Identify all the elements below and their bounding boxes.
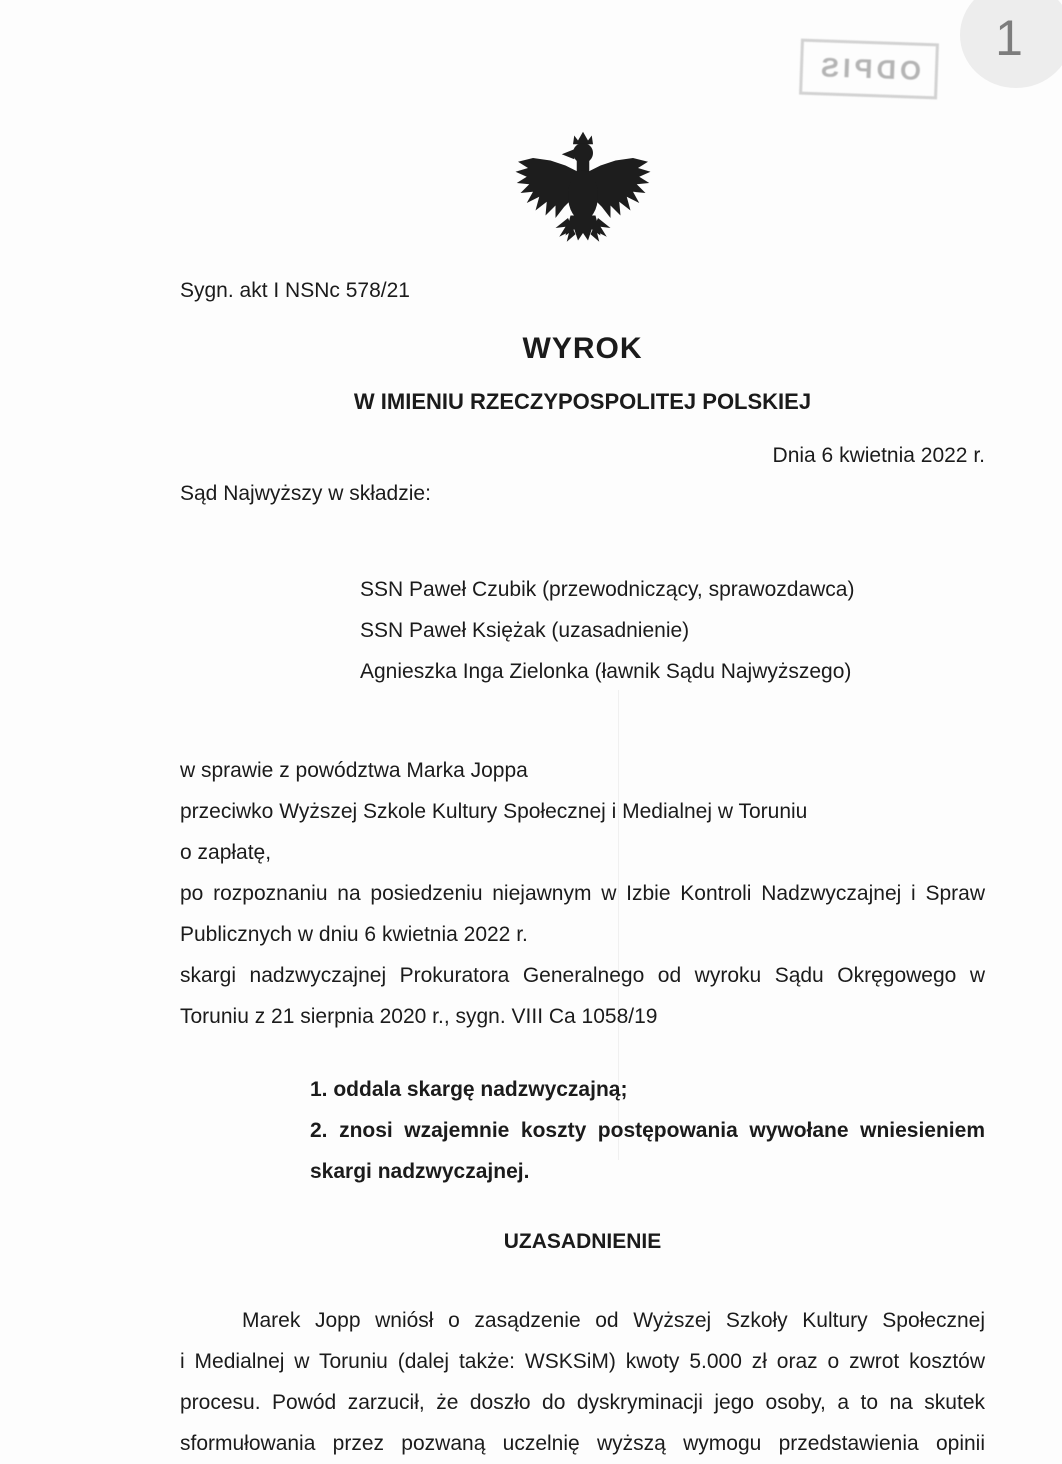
panel-intro: Sąd Najwyższy w składzie: — [180, 482, 431, 506]
odpis-stamp-label: ODPIS — [816, 51, 922, 86]
polish-coat-of-arms — [508, 128, 658, 248]
judge-line: Agnieszka Inga Zielonka (ławnik Sądu Najwyższego) — [360, 660, 852, 684]
judge-line: SSN Paweł Księżak (uzasadnienie) — [360, 619, 690, 643]
case-number: Sygn. akt I NSNc 578/21 — [180, 279, 410, 302]
page-number-badge — [960, 0, 1062, 88]
justification-line: i Medialnej w Toruniu (dalej także: WSKSiM) kwoty 5.000 zł oraz o zwrot kosztów — [180, 1350, 985, 1374]
eagle-icon — [508, 130, 658, 246]
ruling-section — [310, 1069, 985, 1192]
ruling-line: skargi nadzwyczajnej. — [310, 1160, 530, 1184]
case-line: przeciwko Wyższej Szkole Kultury Społecznej i Medialnej w Toruniu — [180, 800, 808, 824]
justification-paragraph — [180, 1300, 985, 1464]
judgment-date: Dnia 6 kwietnia 2022 r. — [772, 444, 985, 468]
document-title: WYROK — [522, 332, 643, 365]
scan-crease-line — [618, 690, 619, 1160]
case-line: po rozpoznaniu na posiedzeniu niejawnym w Izbie Kontroli Nadzwyczajnej i Spraw — [180, 882, 985, 906]
case-line: w sprawie z powództwa Marka Joppa — [180, 759, 528, 783]
case-line: Toruniu z 21 sierpnia 2020 r., sygn. VIII Ca 1058/19 — [180, 1005, 658, 1029]
page-number: 1 — [995, 10, 1023, 66]
judges-panel — [360, 569, 985, 692]
ruling-line: 1. oddala skargę nadzwyczajną; — [310, 1078, 628, 1102]
case-description — [180, 750, 985, 1037]
justification-line: sformułowania przez pozwaną uczelnię wyższą wymogu przedstawienia opinii — [180, 1432, 985, 1456]
case-line: Publicznych w dniu 6 kwietnia 2022 r. — [180, 923, 528, 947]
odpis-stamp — [799, 39, 939, 100]
ruling-line: 2. znosi wzajemnie koszty postępowania wywołane wniesieniem — [310, 1119, 985, 1143]
justification-line: procesu. Powód zarzucił, że doszło do dyskryminacji jego osoby, a to na skutek — [180, 1391, 985, 1415]
justification-heading: UZASADNIENIE — [503, 1230, 662, 1254]
case-line: skargi nadzwyczajnej Prokuratora Generalnego od wyroku Sądu Okręgowego w — [180, 964, 985, 988]
justification-line: Marek Jopp wniósł o zasądzenie od Wyższej Szkoły Kultury Społecznej — [242, 1309, 985, 1333]
judge-line: SSN Paweł Czubik (przewodniczący, sprawozdawca) — [360, 578, 855, 602]
case-line: o zapłatę, — [180, 841, 272, 865]
document-subtitle: W IMIENIU RZECZYPOSPOLITEJ POLSKIEJ — [353, 389, 812, 415]
